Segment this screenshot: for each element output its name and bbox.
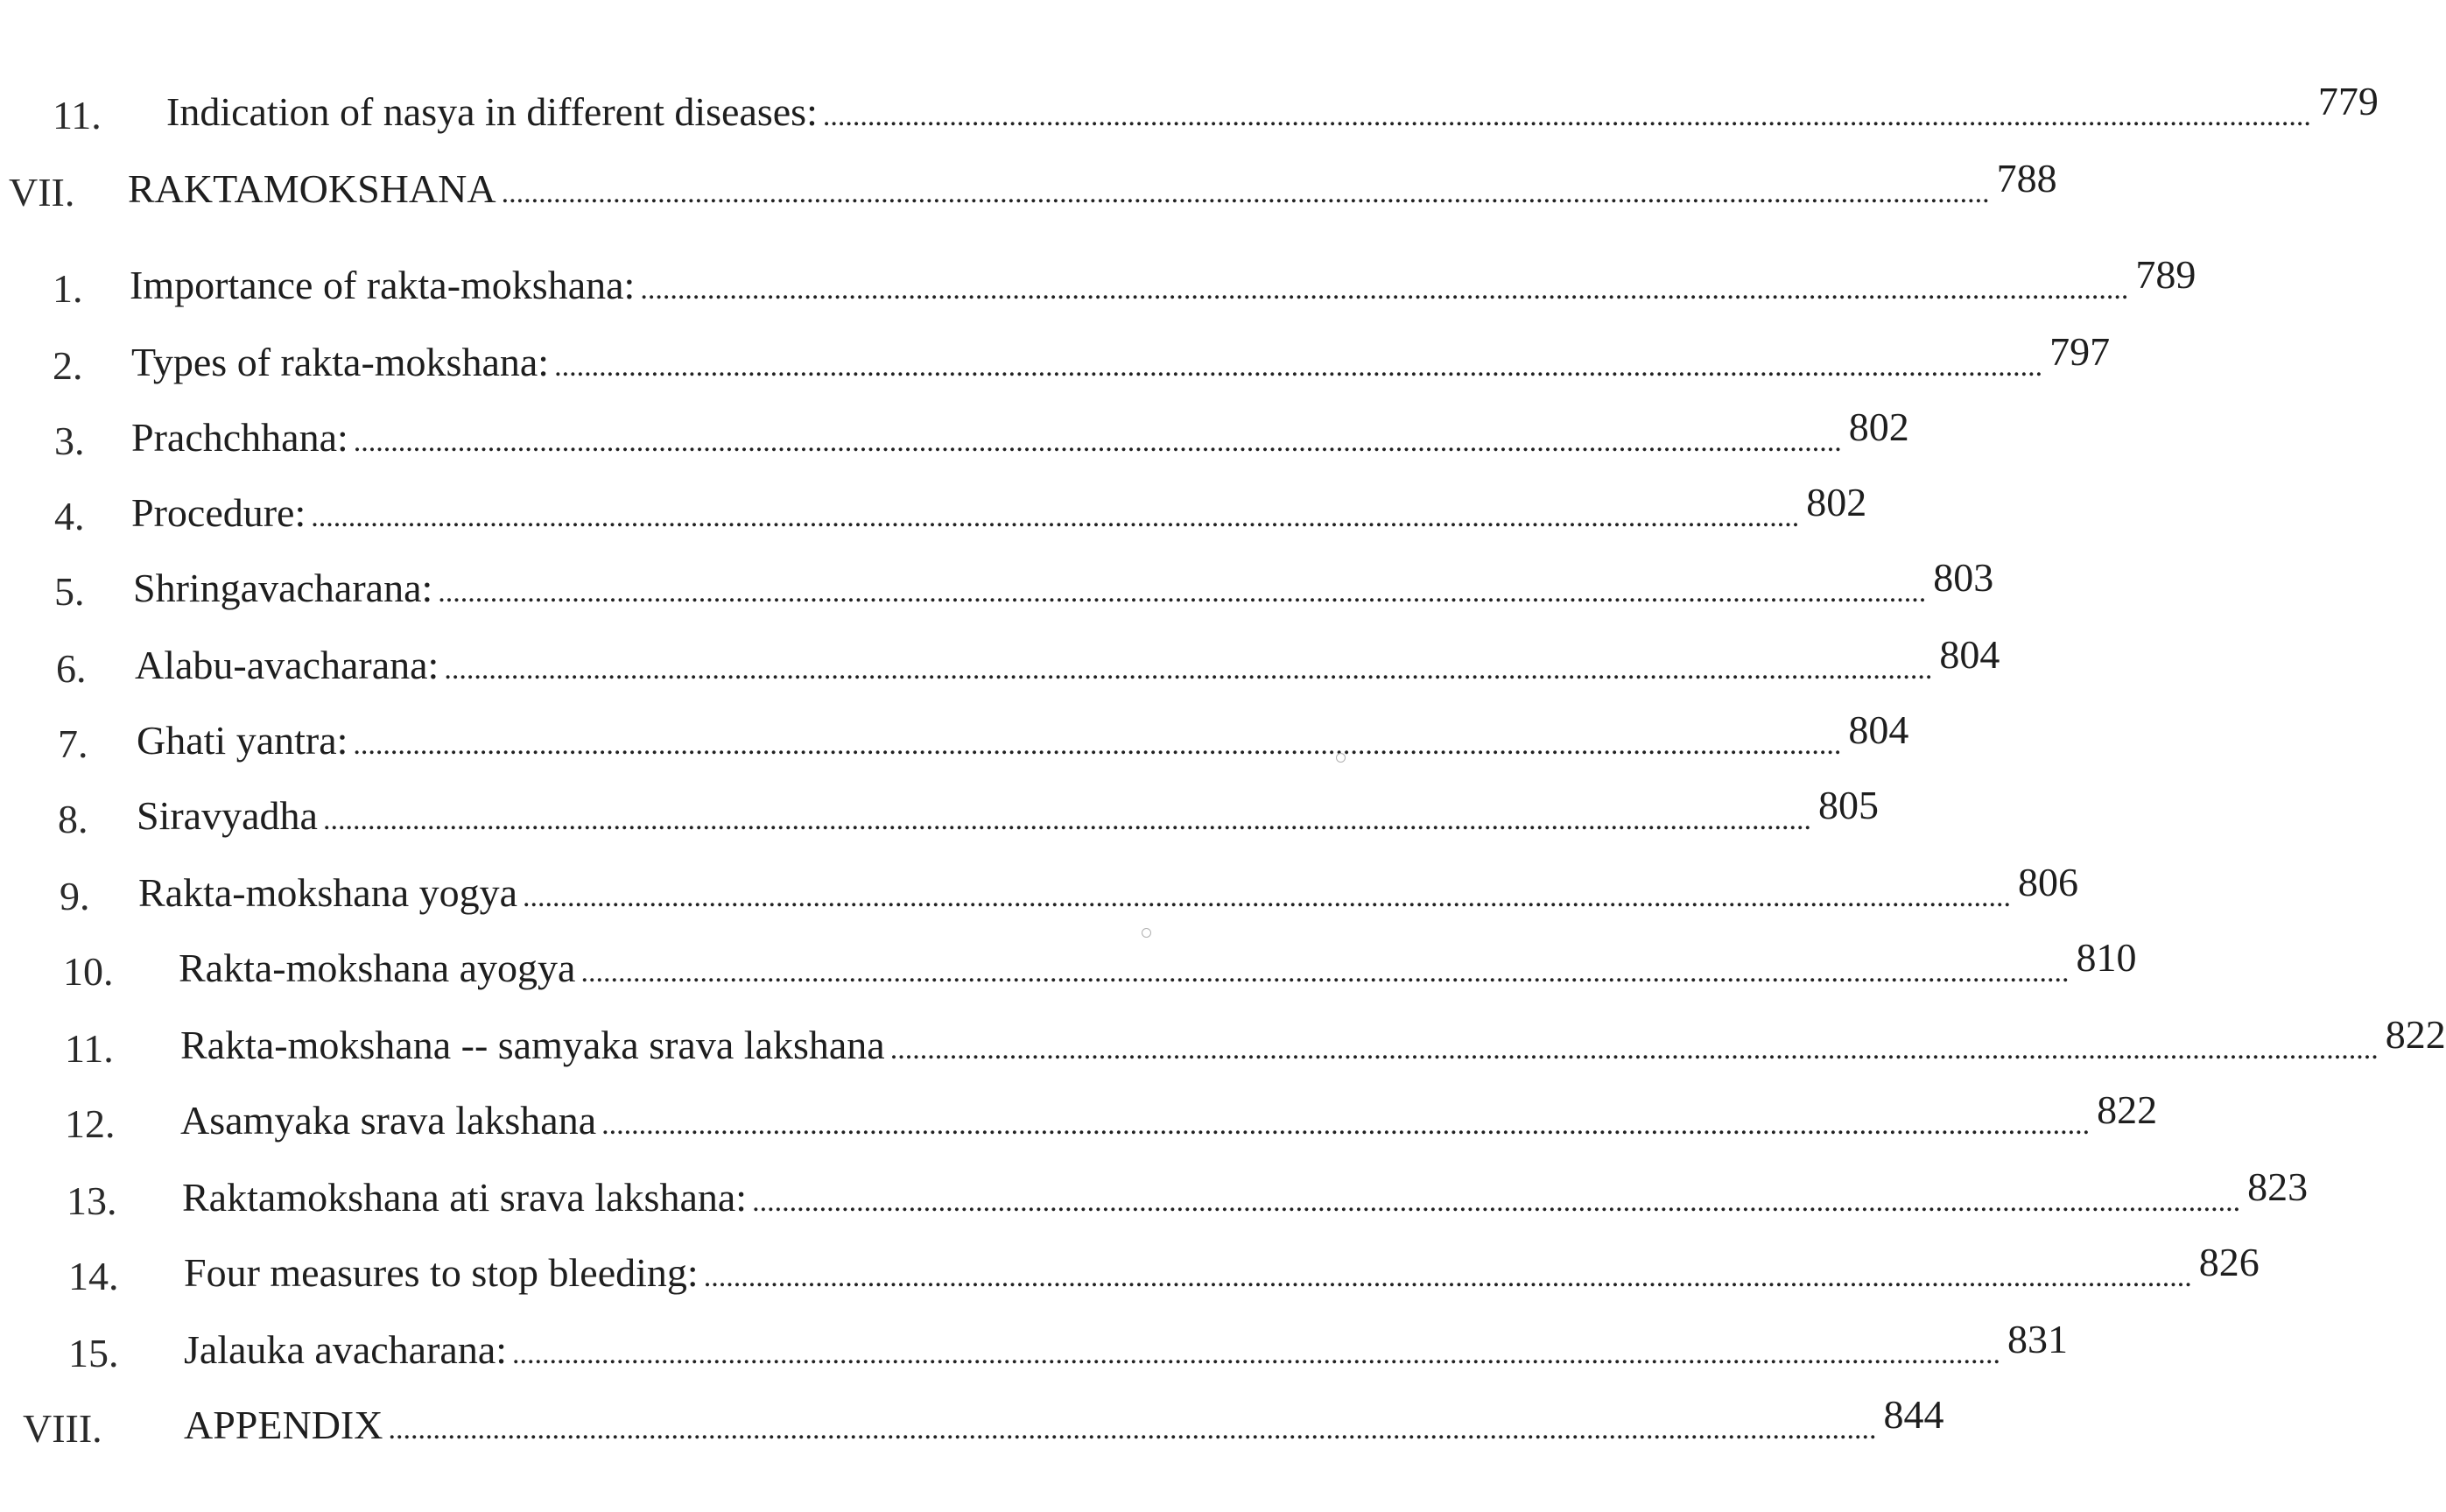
toc-entry[interactable] [65, 1012, 2446, 1072]
toc-entry-page: 844 [1883, 1392, 1944, 1437]
toc-entry-page: 803 [1933, 555, 1994, 600]
toc-entry[interactable] [65, 1087, 2158, 1147]
dot-leader: ........................................................................................................................................................................................................ [523, 881, 2012, 913]
toc-entry-title: Rakta-mokshana ayogya [179, 946, 576, 990]
toc-entry-page: 804 [1848, 707, 1909, 752]
toc-entry-number: 13. [67, 1178, 117, 1223]
paper-speck [1336, 753, 1346, 763]
toc-entry-number: VII. [9, 170, 75, 214]
dot-leader: ........................................................................................................................................................................................................ [322, 804, 1811, 836]
toc-entry-title: Alabu-avacharana: [135, 643, 439, 687]
toc-entry-title: Rakta-mokshana yogya [138, 870, 518, 915]
toc-entry-number: 14. [68, 1254, 119, 1298]
toc-entry[interactable] [58, 783, 1879, 842]
toc-entry-page: 810 [2076, 935, 2137, 980]
toc-entry-page: 802 [1806, 480, 1867, 524]
toc-entry-page: 797 [2049, 329, 2111, 374]
toc-entry-number: 11. [53, 93, 102, 137]
toc-entry-number: 2. [53, 343, 83, 388]
dot-leader: ........................................................................................................................................................................................................ [388, 1413, 1877, 1445]
toc-entry-title: Prachchhana: [131, 415, 348, 460]
toc-entry-number: 6. [56, 646, 87, 691]
toc-entry-title: APPENDIX [184, 1403, 383, 1447]
dot-leader: ........................................................................................................................................................................................................ [822, 100, 2311, 132]
toc-entry-page: 822 [2097, 1087, 2158, 1132]
toc-entry[interactable] [53, 252, 2196, 312]
dot-leader: ........................................................................................................................................................................................................ [501, 177, 1990, 209]
toc-entry[interactable] [54, 555, 1994, 615]
toc-entry[interactable] [53, 79, 2379, 138]
toc-entry-number: 1. [53, 266, 83, 311]
toc-entry[interactable] [23, 1392, 1944, 1452]
dot-leader: ........................................................................................................................................................................................................ [512, 1338, 2001, 1370]
toc-entry-page: 822 [2385, 1012, 2446, 1057]
toc-entry-page: 804 [1939, 632, 2000, 677]
toc-entry-title: Asamyaka srava lakshana [180, 1098, 597, 1143]
toc-entry-page: 788 [1996, 156, 2057, 200]
toc-entry-page: 823 [2247, 1164, 2309, 1209]
toc-entry[interactable] [68, 1240, 2260, 1299]
toc-entry-title: Ghati yantra: [137, 718, 348, 763]
dot-leader: ........................................................................................................................................................................................................ [580, 956, 2070, 988]
toc-entry-title: Raktamokshana ati srava lakshana: [182, 1175, 748, 1220]
toc-entry-number: 11. [65, 1026, 114, 1071]
toc-entry-title: Rakta-mokshana -- samyaka srava lakshana [180, 1023, 885, 1067]
toc-entry-number: 7. [58, 721, 88, 766]
toc-entry[interactable] [56, 632, 2000, 692]
toc-entry-title: Siravyadha [137, 793, 318, 838]
dot-leader: ........................................................................................................................................................................................................ [889, 1033, 2379, 1065]
toc-entry[interactable] [58, 707, 1909, 767]
dot-leader: ........................................................................................................................................................................................................ [353, 425, 1842, 458]
toc-entry-page: 831 [2007, 1317, 2069, 1361]
toc-entry-page: 779 [2317, 79, 2379, 123]
toc-entry-title: Types of rakta-mokshana: [131, 340, 550, 384]
toc-entry-title: Importance of rakta-mokshana: [130, 263, 636, 307]
dot-leader: ........................................................................................................................................................................................................ [703, 1261, 2192, 1293]
dot-leader: ........................................................................................................................................................................................................ [353, 728, 1842, 761]
toc-entry-number: 3. [54, 418, 85, 463]
toc-entry-title: Shringavacharana: [133, 566, 433, 610]
toc-entry[interactable] [68, 1317, 2069, 1376]
toc-entry[interactable] [9, 156, 2057, 215]
dot-leader: ........................................................................................................................................................................................................ [438, 576, 1927, 608]
toc-entry[interactable] [67, 1164, 2309, 1224]
toc-entry-title: Jalauka avacharana: [184, 1327, 508, 1372]
dot-leader: ........................................................................................................................................................................................................ [444, 653, 1933, 686]
dot-leader: ........................................................................................................................................................................................................ [752, 1185, 2241, 1218]
paper-speck [1142, 928, 1151, 938]
toc-entry-number: 15. [68, 1331, 119, 1375]
dot-leader: ........................................................................................................................................................................................................ [601, 1108, 2091, 1141]
toc-entry-number: 12. [65, 1101, 116, 1146]
toc-entry-page: 802 [1848, 404, 1909, 449]
toc-entry[interactable] [60, 860, 2079, 919]
dot-leader: ........................................................................................................................................................................................................ [311, 501, 1800, 533]
toc-entry[interactable] [53, 329, 2111, 389]
toc-entry-title: Procedure: [131, 490, 306, 535]
toc-entry[interactable] [63, 935, 2137, 995]
dot-leader: ........................................................................................................................................................................................................ [554, 350, 2043, 383]
toc-entry-title: RAKTAMOKSHANA [128, 166, 496, 211]
toc-entry-title: Indication of nasya in different diseases: [166, 89, 818, 134]
toc-entry-number: 5. [54, 569, 85, 614]
toc-entry-page: 789 [2135, 252, 2196, 297]
toc-entry[interactable] [54, 480, 1867, 539]
toc-entry-number: 9. [60, 874, 90, 918]
toc-entry-number: VIII. [23, 1406, 102, 1451]
toc-entry-page: 826 [2198, 1240, 2260, 1284]
toc-entry-title: Four measures to stop bleeding: [184, 1250, 699, 1295]
toc-entry-number: 10. [63, 949, 114, 994]
toc-entry[interactable] [54, 404, 1909, 464]
toc-entry-page: 806 [2018, 860, 2079, 904]
toc-entry-page: 805 [1817, 783, 1879, 827]
toc-entry-number: 4. [54, 494, 85, 538]
dot-leader: ........................................................................................................................................................................................................ [640, 273, 2129, 306]
toc-entry-number: 8. [58, 797, 88, 841]
